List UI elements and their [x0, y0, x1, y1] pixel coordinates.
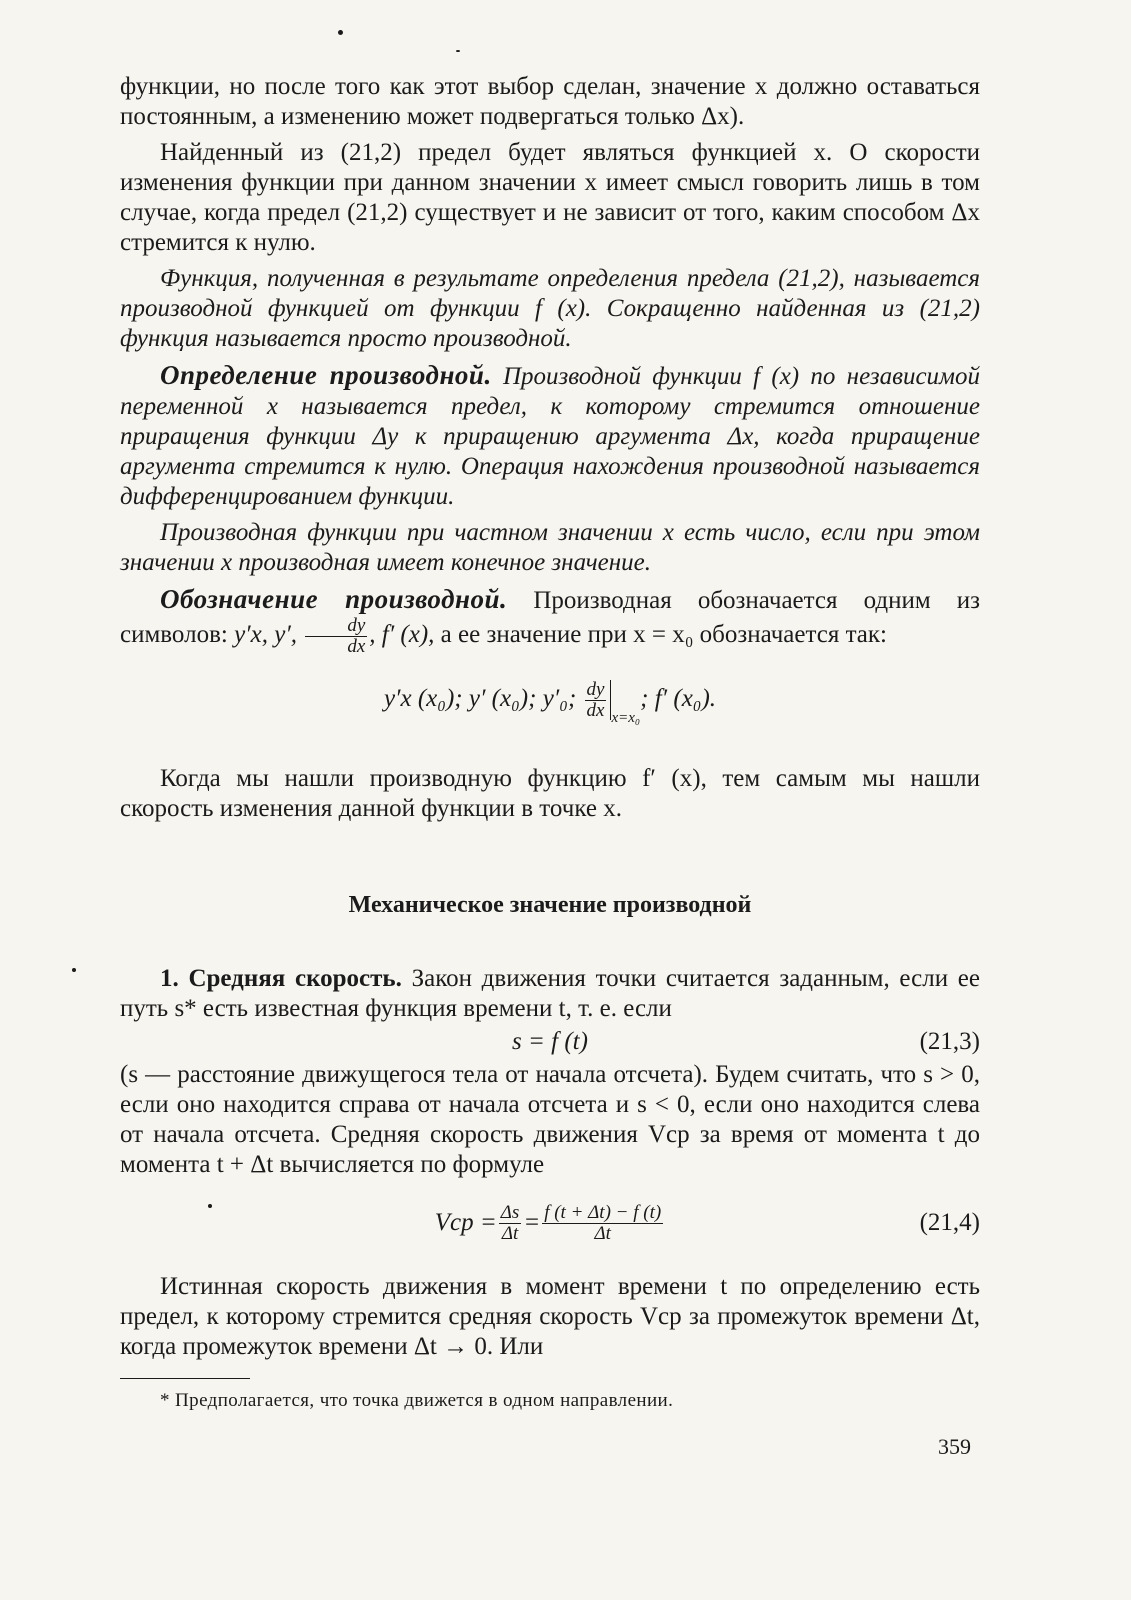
notation-display-formula	[120, 675, 980, 742]
equation-21-4-fraction-2	[542, 1203, 663, 1244]
display-part-b: ; f′ (x₀).	[640, 685, 717, 712]
paragraph-limit-function: Найденный из (21,2) предел будет являться функцией x. О скорости изменения функции при данном значении x имеет смысл говорить лишь в том случае, когда предел (21,2) существует и не зависит от того, каким способом Δx стремится к нулю.	[120, 139, 980, 256]
display-fraction-den: dx	[586, 699, 605, 721]
average-velocity-text: Закон движения точки считается заданным, если ее путь s* есть известная функция времени t, т. е. если	[120, 965, 980, 1022]
paragraph-true-velocity: Истинная скорость движения в момент времени t по определению есть предел, к которому стремится средняя скорость Vср за промежуток времени Δt, когда промежуток времени Δt → 0. Или	[120, 1273, 980, 1360]
display-evaluation-subscript: x=x₀	[611, 710, 641, 726]
scan-speck	[456, 50, 460, 52]
fraction-1-den: Δt	[501, 1222, 519, 1244]
paragraph-average-velocity	[120, 964, 980, 1024]
section-heading: Механическое значение производной	[348, 892, 752, 918]
footnote: * Предполагается, что точка движется в одном направлении.	[160, 1390, 674, 1411]
notation-symbols-2: , f′ (x),	[369, 621, 435, 649]
equation-21-4-number: (21,4)	[919, 1209, 980, 1236]
paragraph-derivative-function: Функция, полученная в результате определения предела (21,2), называется производной функцией от функции f (x). Сокращенно найденная из (21,2) функция называется просто производной.	[120, 265, 980, 352]
equation-21-3-expr: s = f (t)	[512, 1028, 588, 1055]
display-fraction-num: dy	[586, 678, 605, 700]
equation-21-4-fraction-1	[499, 1203, 522, 1244]
scan-speck	[338, 30, 343, 35]
equation-21-3-number: (21,3)	[919, 1028, 980, 1055]
notation-fraction-num: dy	[305, 616, 367, 637]
notation-fraction	[305, 616, 367, 657]
notation-fraction-den: dx	[347, 636, 366, 657]
equation-21-4	[120, 1194, 980, 1252]
notation-text-b: а ее значение при x = x₀ обозначается так:	[434, 621, 887, 649]
display-fraction	[585, 680, 607, 721]
definition-lead: Определение производной.	[160, 360, 492, 390]
footnote-rule	[120, 1378, 250, 1379]
page-body	[120, 72, 980, 1362]
equation-21-4-equals: =	[523, 1209, 541, 1236]
paragraph-sign-convention: (s — расстояние движущегося тела от начала отсчета). Будем считать, что s > 0, если оно находится справа от начала отсчета и s < 0, если оно находится слева от начала отсчета. Средняя скорость движения Vср за время от момента t до момента t + Δt вычисляется по формуле	[120, 1061, 980, 1178]
equation-21-3	[120, 1024, 980, 1060]
paragraph-derivative-value: Производная функции при частном значении x есть число, если при этом значении x производная имеет конечное значение.	[120, 519, 980, 576]
notation-text-a: Производная обозначается одним из символов:	[120, 587, 980, 649]
paragraph-notation	[120, 584, 980, 657]
display-part-a: y′x (x₀); y′ (x₀); y′₀;	[383, 685, 577, 712]
fraction-1-num: Δs	[500, 1201, 520, 1223]
definition-text: Производной функции f (x) по независимой переменной x называется предел, к которому стремится отношение приращения функции Δy к приращению аргумента Δx, когда приращение аргумента стремится к нулю. Операция нахождения производной называется дифференцированием функции.	[120, 363, 980, 510]
paragraph-rate-of-change: Когда мы нашли производную функцию f′ (x), тем самым мы нашли скорость изменения данной функции в точке x.	[120, 765, 980, 822]
fraction-2-num: f (t + Δt) − f (t)	[544, 1201, 662, 1223]
scan-speck	[72, 968, 76, 972]
paragraph-continuation: функции, но после того как этот выбор сделан, значение x должно оставаться постоянным, а изменению может подвергаться только Δx).	[120, 73, 980, 130]
fraction-2-den: Δt	[594, 1222, 611, 1244]
paragraph-derivative-definition	[120, 360, 980, 512]
notation-lead: Обозначение производной.	[160, 584, 508, 614]
notation-symbols-1: y′x, y′,	[234, 621, 298, 649]
equation-21-4-lhs: Vср =	[434, 1209, 497, 1236]
average-velocity-lead: 1. Средняя скорость.	[160, 965, 402, 992]
page-number: 359	[938, 1434, 971, 1459]
